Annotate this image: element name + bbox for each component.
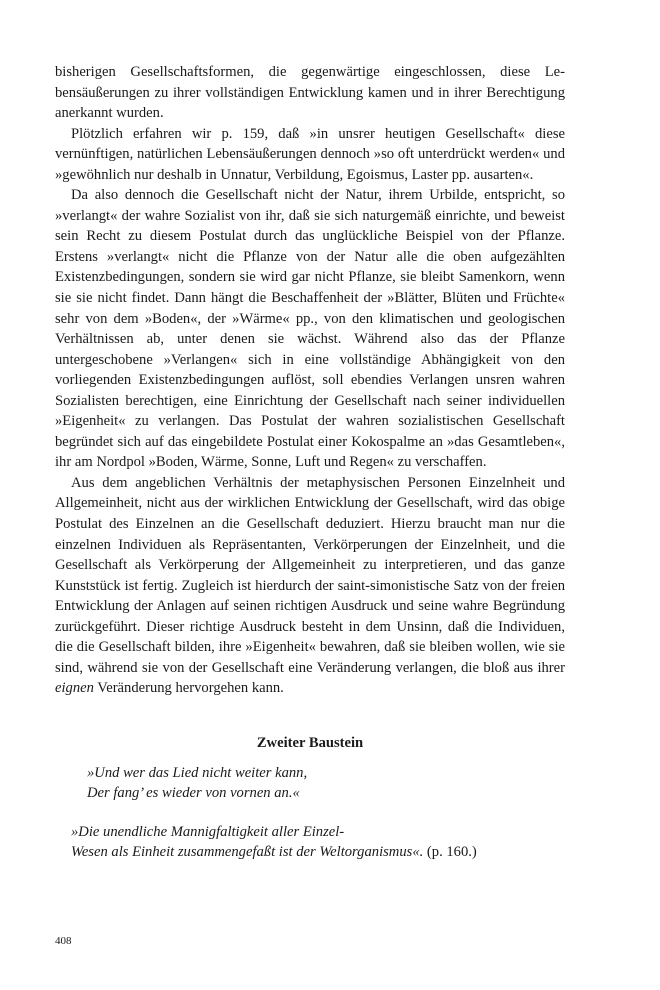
block-quote <box>71 822 565 863</box>
quote-citation: (p. 160.) <box>423 844 477 861</box>
verse-line: »Und wer das Lied nicht weiter kann, <box>87 764 308 781</box>
paragraph-einzelnheit <box>55 473 565 699</box>
quote-text: Wesen als Einheit zusammengefaßt ist der Weltorganismus«. <box>71 844 424 861</box>
verse-epigraph <box>87 763 565 804</box>
page-number: 408 <box>55 935 72 947</box>
emphasis-eignen: eignen <box>55 680 94 697</box>
paragraph-einzelnheit-end: Veränderung hervorgehen kann. <box>93 680 284 697</box>
quote-line <box>71 842 565 863</box>
quote-line: »Die unendliche Mannigfaltigkeit aller Einzel- <box>71 823 345 840</box>
body-text <box>55 62 565 699</box>
paragraph-pflanze: Da also dennoch die Gesellschaft nicht der Natur, ihrem Urbilde, entspricht, so »verlangt« der wahre Sozialist von ihr, daß sie sich naturgemäß einrichte, und beweist sein Recht zu diesem Postulat durch das unglückliche Beispiel von der Pflanze. Erstens »verlangt« nicht die Pflanze von der Natur alle die oben aufgezählten Existenzbedingungen, sondern sie wird gar nicht Pflanze, sie bleibt Samenkorn, wenn sie sie nicht findet. Dann hängt die Beschaffenheit der »Blätter, Blüten und Früchte« sehr von dem »Boden«, der »Wärme« pp., von den klimatischen und geologischen Verhältnissen ab, unter denen sie wächst. Während also das der Pflanze untergeschobene »Verlangen« sich in eine vollständige Abhängigkeit von den vorliegenden Existenzbedingungen auflöst, soll ebendies Verlangen unsren wahren Sozialisten berechtigen, eine Einrichtung der Gesellschaft nach seiner individuellen »Eigenheit« zu verlangen. Das Postulat der wahren sozialistischen Gesellschaft begründet sich auf das eingebildete Postulat einer Kokospalme an »das Gesamtleben«, ihr am Nordpol »Boden, Wärme, Sonne, Luft und Regen« zu verschaffen. <box>55 187 565 471</box>
verse-line: Der fang’ es wieder von vornen an.« <box>87 785 300 802</box>
section-heading: Zweiter Baustein <box>256 734 364 751</box>
book-page <box>55 62 565 863</box>
paragraph-einzelnheit-text: Aus dem angeblichen Verhältnis der metaphysischen Personen Einzelnheit und Allgemeinheit, nicht aus der wirklichen Entwicklung der Gesellschaft, wird das obige Postulat des Einzelnen an die Gesellschaft deduziert. Hierzu braucht man nur die einzelnen Individuen als Repräsentanten, Verkörperungen der Einzelnheit, und die Gesellschaft als Verkörperung der Allgemeinheit zu interpretieren, und das ganze Kunststück ist fertig. Zugleich ist hierdurch der saint-simonistische Satz von der freien Entwicklung der Anlagen auf seinen richtigen Ausdruck und seine wahre Begründung zurückgeführt. Dieser richtige Ausdruck besteht in dem Unsinn, daß die Individuen, die die Gesellschaft bilden, ihre »Eigenheit« bewahren, daß sie bleiben wollen, wie sie sind, während sie von der Gesellschaft eine Veränderung verlangen, die bloß aus ihrer <box>55 474 565 676</box>
paragraph-continuation: bisherigen Gesellschaftsformen, die gegenwärtige eingeschlossen, diese Lebensäußerungen zu ihrer vollständigen Entwicklung kamen und in ihrer Berechtigung anerkannt wurden. <box>55 64 565 122</box>
paragraph-ploetzlich: Plötzlich erfahren wir p. 159, daß »in unsrer heutigen Gesellschaft« diese vernünftigen, natürlichen Lebensäußerungen dennoch »so oft unterdrückt werden« und »gewöhnlich nur deshalb in Unnatur, Verbildung, Egoismus, Laster pp. ausarten«. <box>55 125 565 183</box>
